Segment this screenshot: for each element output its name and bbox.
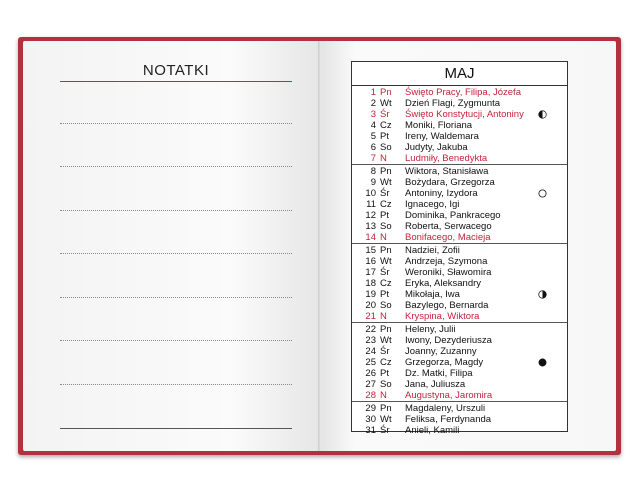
- day-row: [352, 245, 567, 256]
- day-number: 22: [365, 324, 376, 335]
- note-line: [60, 123, 292, 124]
- day-number: 13: [365, 221, 376, 232]
- day-row: [352, 98, 567, 109]
- day-number: 30: [365, 414, 376, 425]
- weekday-abbr: N: [380, 390, 387, 401]
- weekday-abbr: So: [380, 221, 392, 232]
- notes-title-rule: [60, 81, 292, 82]
- weekday-abbr: Wt: [380, 414, 392, 425]
- day-number: 6: [370, 142, 376, 153]
- weekday-abbr: Cz: [380, 120, 392, 131]
- note-line: [60, 253, 292, 254]
- weekday-abbr: Pt: [380, 289, 389, 300]
- day-row: [352, 166, 567, 177]
- day-number: 20: [365, 300, 376, 311]
- name-day-names: Dzień Flagi, Zygmunta: [405, 98, 501, 109]
- full-moon-icon: [538, 358, 547, 367]
- day-number: 26: [365, 368, 376, 379]
- name-day-names: Ludmiły, Benedykta: [405, 153, 488, 164]
- name-day-names: Dominika, Pankracego: [405, 210, 501, 221]
- day-row: [352, 390, 567, 401]
- name-day-names: Judyty, Jakuba: [405, 142, 468, 153]
- weekday-abbr: So: [380, 142, 392, 153]
- day-row: [352, 267, 567, 278]
- note-line: [60, 384, 292, 385]
- day-row: [352, 177, 567, 188]
- notes-bottom-rule: [60, 428, 292, 429]
- day-number: 17: [365, 267, 376, 278]
- day-number: 18: [365, 278, 376, 289]
- weekday-abbr: So: [380, 300, 392, 311]
- day-number: 16: [365, 256, 376, 267]
- weekday-abbr: Pn: [380, 87, 392, 98]
- name-day-names: Święto Pracy, Filipa, Józefa: [405, 87, 521, 98]
- day-row: [352, 199, 567, 210]
- name-day-names: Augustyna, Jaromira: [405, 390, 493, 401]
- day-row: [352, 278, 567, 289]
- name-day-names: Anieli, Kamili: [405, 425, 460, 436]
- name-day-names: Bazylego, Bernarda: [405, 300, 489, 311]
- day-row: [352, 311, 567, 322]
- day-row: [352, 221, 567, 232]
- calendar-weeks: [352, 86, 567, 436]
- day-row: [352, 256, 567, 267]
- day-number: 8: [370, 166, 376, 177]
- day-number: 31: [365, 425, 376, 436]
- day-number: 5: [370, 131, 376, 142]
- weekday-abbr: Śr: [380, 109, 390, 120]
- day-number: 2: [370, 98, 376, 109]
- name-day-names: Ignacego, Igi: [405, 199, 460, 210]
- weekday-abbr: Śr: [380, 425, 390, 436]
- day-number: 28: [365, 390, 376, 401]
- weekday-abbr: Pn: [380, 245, 392, 256]
- new-moon-icon: [538, 189, 547, 198]
- day-number: 3: [370, 109, 376, 120]
- weekday-abbr: Cz: [380, 357, 392, 368]
- day-number: 23: [365, 335, 376, 346]
- day-row: [352, 188, 567, 199]
- day-number: 10: [365, 188, 376, 199]
- name-day-names: Mikołaja, Iwa: [405, 289, 460, 300]
- calendar-week: [352, 323, 567, 402]
- note-line: [60, 297, 292, 298]
- day-number: 21: [365, 311, 376, 322]
- weekday-abbr: Śr: [380, 188, 390, 199]
- month-title: MAJ: [352, 62, 567, 86]
- weekday-abbr: Pn: [380, 166, 392, 177]
- name-day-names: Święto Konstytucji, Antoniny: [405, 109, 524, 120]
- note-line: [60, 166, 292, 167]
- calendar-week: [352, 165, 567, 244]
- name-day-names: Ireny, Waldemara: [405, 131, 479, 142]
- note-line: [60, 340, 292, 341]
- day-row: [352, 324, 567, 335]
- day-number: 29: [365, 403, 376, 414]
- day-row: [352, 210, 567, 221]
- weekday-abbr: Wt: [380, 177, 392, 188]
- day-number: 19: [365, 289, 376, 300]
- name-day-names: Feliksa, Ferdynanda: [405, 414, 492, 425]
- weekday-abbr: Pn: [380, 403, 392, 414]
- name-day-names: Dz. Matki, Filipa: [405, 368, 473, 379]
- calendar-week: [352, 244, 567, 323]
- day-number: 27: [365, 379, 376, 390]
- weekday-abbr: Śr: [380, 267, 390, 278]
- weekday-abbr: Wt: [380, 256, 392, 267]
- name-day-names: Jana, Juliusza: [405, 379, 466, 390]
- name-day-names: Bożydara, Grzegorza: [405, 177, 495, 188]
- day-row: [352, 153, 567, 164]
- day-number: 11: [366, 199, 376, 210]
- weekday-abbr: N: [380, 232, 387, 243]
- day-row: [352, 425, 567, 436]
- name-day-names: Moniki, Floriana: [405, 120, 473, 131]
- weekday-abbr: Cz: [380, 199, 392, 210]
- day-row: [352, 87, 567, 98]
- day-row: [352, 346, 567, 357]
- day-row: [352, 300, 567, 311]
- day-row: [352, 109, 567, 120]
- month-calendar: [351, 61, 568, 436]
- notes-title: NOTATKI: [142, 62, 210, 79]
- day-row: [352, 232, 567, 243]
- name-day-names: Roberta, Serwacego: [405, 221, 492, 232]
- page-gutter: [318, 41, 321, 451]
- day-row: [352, 403, 567, 414]
- weekday-abbr: Wt: [380, 335, 392, 346]
- name-day-names: Weroniki, Sławomira: [405, 267, 492, 278]
- day-row: [352, 142, 567, 153]
- day-number: 25: [365, 357, 376, 368]
- day-row: [352, 368, 567, 379]
- calendar-week: [352, 86, 567, 165]
- weekday-abbr: Pn: [380, 324, 392, 335]
- name-day-names: Wiktora, Stanisława: [405, 166, 489, 177]
- day-number: 7: [370, 153, 376, 164]
- day-number: 1: [370, 87, 376, 98]
- day-row: [352, 120, 567, 131]
- day-number: 14: [365, 232, 376, 243]
- day-row: [352, 379, 567, 390]
- weekday-abbr: Pt: [380, 210, 389, 221]
- weekday-abbr: So: [380, 379, 392, 390]
- weekday-abbr: Wt: [380, 98, 392, 109]
- name-day-names: Joanny, Zuzanny: [405, 346, 477, 357]
- day-number: 4: [370, 120, 376, 131]
- day-number: 15: [365, 245, 376, 256]
- weekday-abbr: Pt: [380, 131, 389, 142]
- name-day-names: Magdaleny, Urszuli: [405, 403, 486, 414]
- first-quarter-moon-icon: [538, 290, 547, 299]
- last-quarter-moon-icon: [538, 110, 547, 119]
- day-number: 24: [365, 346, 376, 357]
- name-day-names: Nadziei, Zofii: [405, 245, 460, 256]
- weekday-abbr: N: [380, 153, 387, 164]
- calendar-week: [352, 402, 567, 436]
- weekday-abbr: Śr: [380, 346, 390, 357]
- weekday-abbr: Pt: [380, 368, 389, 379]
- notes-page: [23, 41, 319, 451]
- day-row: [352, 357, 567, 368]
- name-day-names: Heleny, Julii: [405, 324, 456, 335]
- name-day-names: Bonifacego, Macieja: [405, 232, 491, 243]
- day-row: [352, 335, 567, 346]
- name-day-names: Andrzeja, Szymona: [405, 256, 488, 267]
- day-row: [352, 289, 567, 300]
- weekday-abbr: Cz: [380, 278, 392, 289]
- name-day-names: Kryspina, Wiktora: [405, 311, 480, 322]
- note-line: [60, 210, 292, 211]
- weekday-abbr: N: [380, 311, 387, 322]
- day-number: 9: [370, 177, 376, 188]
- day-row: [352, 414, 567, 425]
- name-day-names: Eryka, Aleksandry: [405, 278, 482, 289]
- name-day-names: Iwony, Dezyderiusza: [405, 335, 492, 346]
- day-row: [352, 131, 567, 142]
- name-day-names: Grzegorza, Magdy: [405, 357, 484, 368]
- day-number: 12: [365, 210, 376, 221]
- name-day-names: Antoniny, Izydora: [405, 188, 478, 199]
